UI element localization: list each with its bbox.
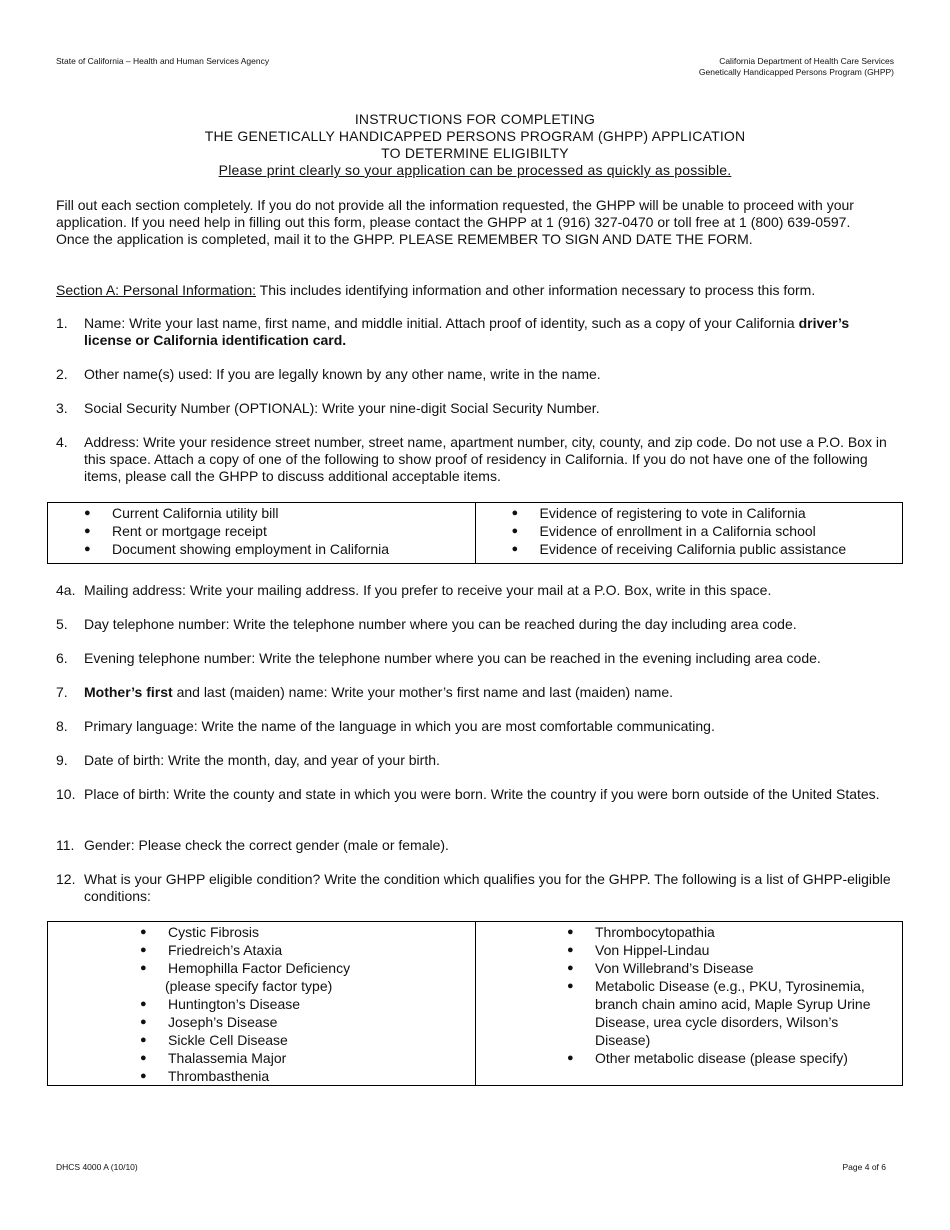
item-text: Primary language: Write the name of the language in which you are most comfortable communicating. bbox=[84, 718, 715, 734]
item-text: Place of birth: Write the county and state in which you were born. Write the country if you were born outside of the United States. bbox=[84, 786, 880, 802]
item-number: 5. bbox=[56, 616, 68, 632]
instruction-item-12 bbox=[56, 871, 896, 905]
section-a-text: This includes identifying information and other information necessary to process this form. bbox=[256, 282, 816, 298]
item-number: 2. bbox=[56, 366, 68, 382]
conditions-left-column bbox=[48, 922, 476, 1086]
item-number: 4. bbox=[56, 434, 68, 450]
list-item: ● Thrombocytopathia bbox=[567, 924, 715, 940]
list-item: ● Thalassemia Major bbox=[140, 1050, 287, 1066]
item-text-bold: Mother’s first bbox=[84, 684, 173, 700]
instruction-item-2 bbox=[56, 366, 896, 383]
list-item: ● Von Hippel-Lindau bbox=[567, 942, 710, 958]
item-text: Day telephone number: Write the telephone number where you can be reached during the day including area code. bbox=[84, 616, 797, 632]
instruction-item-10 bbox=[56, 786, 896, 803]
item-text: Name: Write your last name, first name, and middle initial. Attach proof of identity, such as a copy of your California bbox=[84, 315, 799, 331]
list-item: ● Current California utility bill bbox=[84, 505, 279, 521]
list-item: ● Sickle Cell Disease bbox=[140, 1032, 288, 1048]
item-number: 12. bbox=[56, 871, 76, 887]
item-text: Social Security Number (OPTIONAL): Write your nine-digit Social Security Number. bbox=[84, 400, 600, 416]
list-item: ● Joseph’s Disease bbox=[140, 1014, 278, 1030]
list-item: ● Evidence of receiving California public assistance bbox=[511, 541, 847, 557]
item-text: and last (maiden) name: Write your mother’s first name and last (maiden) name. bbox=[172, 684, 674, 700]
department-name: California Department of Health Care Services bbox=[719, 56, 894, 66]
residency-proof-left-column bbox=[48, 503, 476, 564]
list-item: ● Rent or mortgage receipt bbox=[84, 523, 267, 539]
program-name: Genetically Handicapped Persons Program (GHPP) bbox=[698, 67, 894, 77]
agency-header: State of California – Health and Human Services Agency bbox=[56, 56, 270, 66]
list-item: ● Evidence of enrollment in a California school bbox=[511, 523, 816, 539]
list-item: ● Thrombasthenia bbox=[140, 1068, 270, 1084]
document-title bbox=[0, 111, 950, 179]
instruction-item-4 bbox=[56, 434, 896, 485]
item-number: 8. bbox=[56, 718, 68, 734]
item-number: 1. bbox=[56, 315, 68, 331]
instruction-item-6 bbox=[56, 650, 896, 667]
list-item: ● Cystic Fibrosis bbox=[140, 924, 260, 940]
instruction-item-1 bbox=[56, 315, 896, 349]
section-a-intro bbox=[56, 282, 896, 299]
item-text: Other name(s) used: If you are legally known by any other name, write in the name. bbox=[84, 366, 601, 382]
item-number: 4a. bbox=[56, 582, 76, 598]
residency-proof-table bbox=[47, 502, 903, 564]
residency-proof-right-column bbox=[475, 503, 903, 564]
title-line-3: TO DETERMINE ELIGIBILTY bbox=[381, 145, 569, 161]
item-text: Mailing address: Write your mailing address. If you prefer to receive your mail at a P.O. Box, write in this space. bbox=[84, 582, 772, 598]
conditions-right-column bbox=[476, 922, 903, 1086]
instruction-item-3 bbox=[56, 400, 896, 417]
page-number: Page 4 of 6 bbox=[842, 1162, 886, 1172]
list-item: ● Other metabolic disease (please specify) bbox=[567, 1050, 848, 1066]
list-item: ● Evidence of registering to vote in California bbox=[511, 505, 806, 521]
item-text: What is your GHPP eligible condition? Write the condition which qualifies you for the GHPP. The following is a list of GHPP-eligible conditions: bbox=[84, 871, 891, 904]
item-number: 10. bbox=[56, 786, 76, 802]
instruction-item-8 bbox=[56, 718, 896, 735]
instruction-item-5 bbox=[56, 616, 896, 633]
title-line-1: INSTRUCTIONS FOR COMPLETING bbox=[354, 111, 596, 127]
item-number: 9. bbox=[56, 752, 68, 768]
item-text-bold: driver’s license or California identification card. bbox=[84, 315, 850, 348]
list-item: ● Friedreich’s Ataxia bbox=[140, 942, 283, 958]
instruction-item-9 bbox=[56, 752, 896, 769]
item-text: Gender: Please check the correct gender (male or female). bbox=[84, 837, 449, 853]
title-instruction: Please print clearly so your application can be processed as quickly as possible. bbox=[218, 162, 732, 178]
list-item: ● Hemophilla Factor Deficiency bbox=[140, 960, 351, 976]
title-line-2: THE GENETICALLY HANDICAPPED PERSONS PROGRAM (GHPP) APPLICATION bbox=[204, 128, 746, 144]
form-number: DHCS 4000 A (10/10) bbox=[56, 1162, 138, 1172]
eligible-conditions-table bbox=[47, 921, 903, 1086]
instruction-item-7 bbox=[56, 684, 896, 701]
item-number: 11. bbox=[56, 837, 75, 853]
instruction-item-11 bbox=[56, 837, 896, 854]
section-a-heading: Section A: Personal Information: bbox=[56, 282, 256, 298]
item-text: Evening telephone number: Write the telephone number where you can be reached in the evening including area code. bbox=[84, 650, 821, 666]
list-item: ● Von Willebrand’s Disease bbox=[567, 960, 754, 976]
item-number: 6. bbox=[56, 650, 68, 666]
item-text: Address: Write your residence street number, street name, apartment number, city, county, and zip code. Do not use a P.O. Box in this space. Attach a copy of one of the following to show proof of residency in California. If you do not have one of the following items, please call the GHPP to discuss additional acceptable items. bbox=[84, 434, 887, 484]
list-item: ● Document showing employment in California bbox=[84, 541, 390, 557]
list-item: ● Metabolic Disease (e.g., PKU, Tyrosinemia, branch chain amino acid, Maple Syrup Urine Disease, urea cycle disorders, Wilson’s Disease) bbox=[567, 978, 871, 1048]
item-number: 3. bbox=[56, 400, 68, 416]
instruction-item-4a bbox=[56, 582, 896, 599]
list-item: ● Huntington’s Disease bbox=[140, 996, 301, 1012]
department-header bbox=[699, 56, 894, 78]
item-text: Date of birth: Write the month, day, and year of your birth. bbox=[84, 752, 440, 768]
list-item-note: (please specify factor type) bbox=[165, 978, 333, 994]
intro-paragraph: Fill out each section completely. If you do not provide all the information requested, the GHPP will be unable to proceed with your application. If you need help in filling out this form, please contact the GHPP at 1 (916) 327-0470 or toll free at 1 (800) 639-0597. Once the application is completed, mail it to the GHPP. PLEASE REMEMBER TO SIGN AND DATE THE FORM. bbox=[56, 197, 854, 247]
item-number: 7. bbox=[56, 684, 68, 700]
